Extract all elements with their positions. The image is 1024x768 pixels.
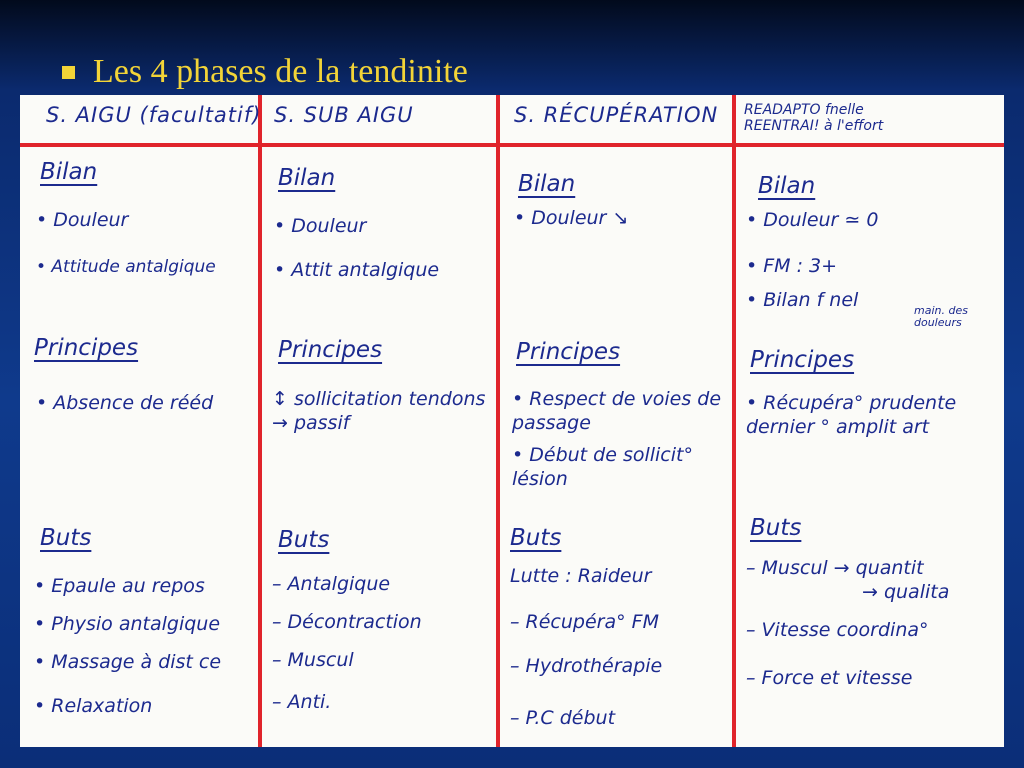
list-item: • Attitude antalgique: [36, 257, 216, 277]
principes-title: Principes: [34, 335, 139, 361]
list-item: • Physio antalgique: [34, 613, 221, 635]
buts-title: Buts: [750, 515, 802, 541]
column-divider-3: [732, 95, 736, 747]
bilan-title: Bilan: [758, 173, 816, 199]
column-divider-2: [496, 95, 500, 747]
list-item: Lutte : Raideur: [510, 565, 652, 587]
list-item: – Force et vitesse: [746, 667, 913, 689]
list-item: • Bilan f nel: [746, 289, 859, 311]
column-readaptation: [742, 147, 1004, 747]
list-item: • Relaxation: [34, 695, 153, 717]
header-readaptation-line1: READAPTO fnelle: [744, 102, 864, 118]
list-item: – Muscul: [272, 649, 354, 671]
list-item: • Douleur ↘: [514, 207, 629, 229]
list-item: → qualita: [862, 581, 950, 603]
list-item: – Hydrothérapie: [510, 655, 663, 677]
list-item: • Attit antalgique: [274, 259, 440, 281]
list-item: – Anti.: [272, 691, 332, 713]
bilan-title: Bilan: [518, 171, 576, 197]
bilan-title: Bilan: [278, 165, 336, 191]
list-item: – Récupéra° FM: [510, 611, 659, 633]
header-readaptation-line2: REENTRAI! à l'effort: [744, 118, 884, 134]
header-recuperation: S. RÉCUPÉRATION: [514, 103, 719, 127]
bilan-title: Bilan: [40, 159, 98, 185]
buts-title: Buts: [510, 525, 562, 551]
list-item: – Décontraction: [272, 611, 422, 633]
column-aigu: [30, 147, 256, 747]
slide-title-text: Les 4 phases de la tendinite: [93, 53, 468, 90]
header-readaptation: [744, 102, 883, 134]
list-item: – Vitesse coordina°: [746, 619, 929, 641]
slide-title: [62, 50, 468, 94]
list-item: • FM : 3+: [746, 255, 838, 277]
list-item: – Muscul → quantit: [746, 557, 924, 579]
buts-title: Buts: [278, 527, 330, 553]
list-item: • Douleur: [36, 209, 129, 231]
principes-title: Principes: [516, 339, 621, 365]
list-item: – Antalgique: [272, 573, 391, 595]
list-item: – P.C début: [510, 707, 616, 729]
header-sub-aigu: S. SUB AIGU: [274, 103, 414, 127]
list-item: • Récupéra° prudente dernier ° amplit art: [746, 392, 957, 438]
whiteboard-photo: [20, 95, 1004, 747]
principes-title: Principes: [750, 347, 855, 373]
buts-title: Buts: [40, 525, 92, 551]
bilan-note: main. des douleurs: [914, 304, 968, 329]
list-item: • Absence de rééd: [36, 392, 214, 414]
list-item: • Epaule au repos: [34, 575, 205, 597]
list-item: • Début de sollicit° lésion: [512, 444, 693, 490]
column-recuperation: [506, 147, 730, 747]
list-item: ↕ sollicitation tendons → passif: [272, 388, 486, 434]
header-aigu: S. AIGU (facultatif): [46, 103, 262, 127]
list-item: • Massage à dist ce: [34, 651, 222, 673]
list-item: • Douleur ≃ 0: [746, 209, 879, 231]
title-bullet-icon: [62, 66, 75, 79]
principes-title: Principes: [278, 337, 383, 363]
column-sub-aigu: [268, 147, 494, 747]
column-divider-1: [258, 95, 262, 747]
list-item: • Respect de voies de passage: [512, 388, 722, 434]
list-item: • Douleur: [274, 215, 367, 237]
